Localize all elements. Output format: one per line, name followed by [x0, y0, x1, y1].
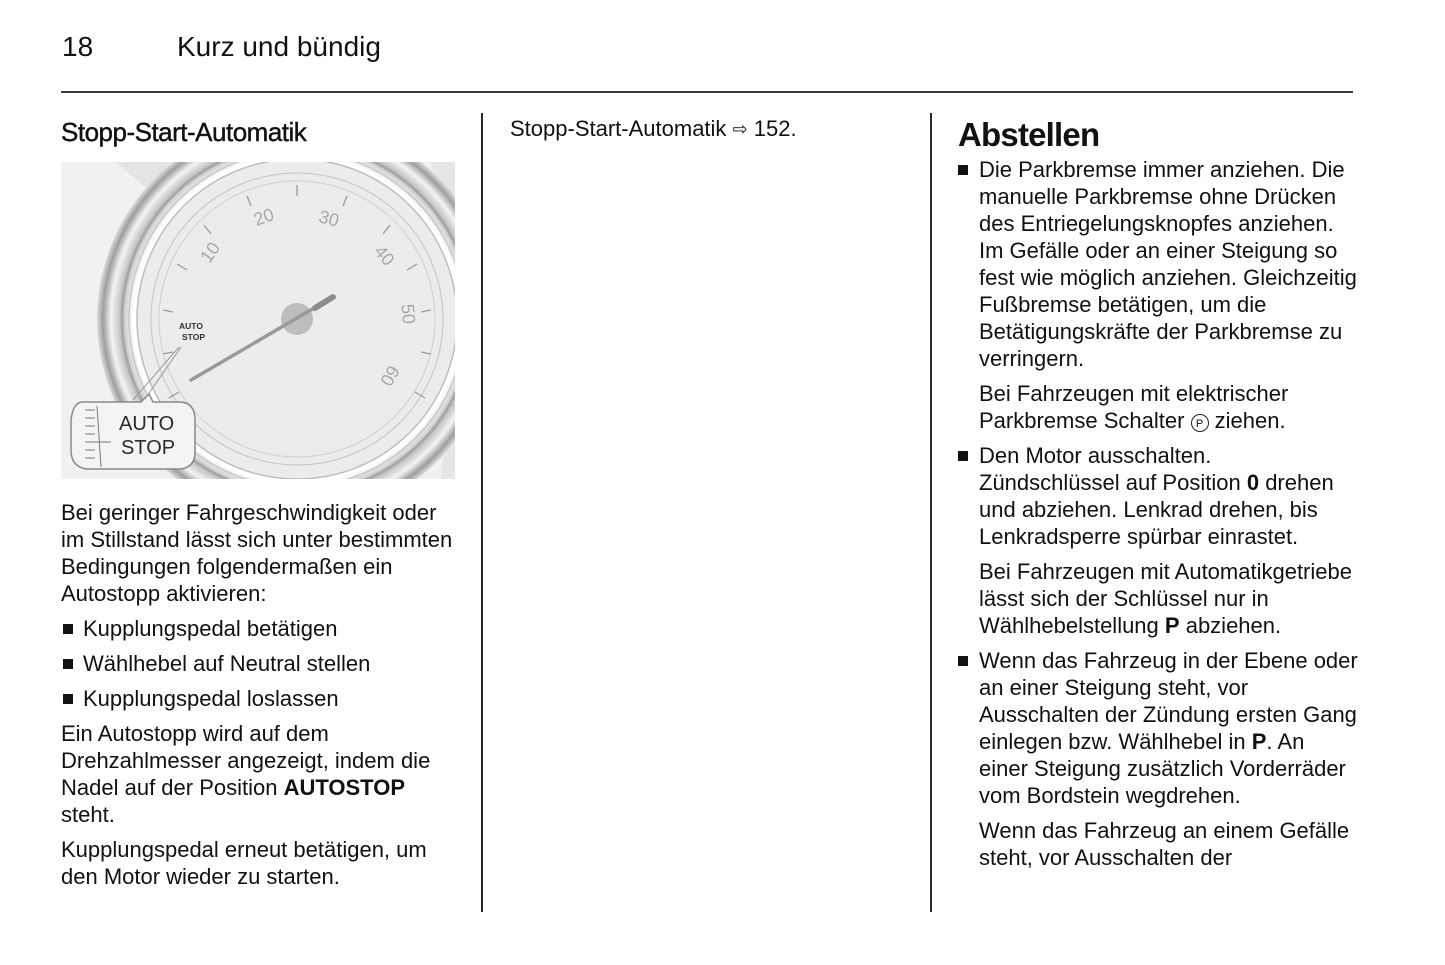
callout-line1: AUTO — [119, 413, 175, 435]
header-rule — [61, 91, 1353, 93]
column-stopp-start — [61, 112, 461, 898]
gauge-label-20: 20 — [251, 204, 277, 230]
list-item: Wenn das Fahrzeug in der Ebene oder an einer Steigung steht, vor Ausschalten der Zündung ersten Gang einlegen bzw. Wählhebel in P. An einer Steigung zusätzlich Vorderräder vom Bordstein wegdrehen. Wenn das Fahrzeug an einem Gefälle steht, vor Ausschalten der — [956, 647, 1358, 871]
gauge-label-60: 60 — [376, 362, 404, 390]
parking-brake-switch-icon: P — [1191, 414, 1209, 432]
section-title-stopp-start: Stopp-Start-Automatik — [61, 117, 307, 147]
cross-reference: Stopp-Start-Automatik ⇨ 152. — [510, 116, 797, 141]
autostop-small-line2: STOP — [182, 332, 205, 342]
gauge-label-30: 30 — [316, 206, 342, 231]
list-item: Kupplungspedal loslassen — [61, 685, 461, 712]
page-number: 18 — [62, 31, 94, 62]
list-item: Den Motor ausschalten. Zündschlüssel auf Position 0 drehen und abziehen. Lenkrad drehen, bis Lenkradsperre spürbar einrastet. Bei Fahrzeugen mit Automatikgetriebe lässt sich der Schlüssel nur in Wählhebelstellung P abziehen. — [956, 442, 1358, 639]
section-title-abstellen: Abstellen — [958, 116, 1100, 153]
column-abstellen — [958, 112, 1358, 879]
gauge-label-40: 40 — [370, 241, 399, 270]
autostop-position-label: AUTOSTOP — [283, 775, 406, 800]
list-item: Wählhebel auf Neutral stellen — [61, 650, 461, 677]
downhill-note: Wenn das Fahrzeug an einem Gefälle steht, vor Ausschalten der — [979, 818, 1350, 870]
chapter-title: Kurz und bündig — [177, 31, 381, 62]
restart-paragraph: Kupplungspedal erneut betätigen, um den Motor wieder zu starten. — [61, 837, 427, 889]
gauge-label-50: 50 — [397, 303, 420, 325]
tachometer-illustration — [61, 162, 455, 479]
page-reference-arrow-icon: ⇨ — [732, 119, 748, 139]
autostop-steps-list — [61, 615, 461, 712]
tachometer-figure — [61, 162, 455, 479]
column-divider-2 — [930, 113, 932, 912]
gauge-label-10: 10 — [196, 238, 225, 267]
column-divider-1 — [481, 113, 483, 912]
callout-line2: STOP — [121, 437, 176, 459]
list-item: Kupplungspedal betätigen — [61, 615, 461, 642]
automatic-transmission-note: Bei Fahrzeugen mit Automatikgetriebe lässt sich der Schlüssel nur in Wählhebelstellung P abziehen. — [979, 559, 1352, 638]
column-reference — [510, 112, 910, 151]
abstellen-list — [956, 156, 1358, 871]
autostop-small-line1: AUTO — [179, 321, 203, 331]
electric-parking-brake-note: Bei Fahrzeugen mit elektrischer Parkbremse Schalter P ziehen. — [979, 381, 1289, 433]
intro-paragraph: Bei geringer Fahrgeschwindigkeit oder im Stillstand lässt sich unter bestimmten Bedingungen folgendermaßen ein Autostopp aktivieren: — [61, 500, 453, 606]
list-item: Die Parkbremse immer anziehen. Die manuelle Parkbremse ohne Drücken des Entriegelungsknopfes anziehen. Im Gefälle oder an einer Steigung so fest wie möglich anziehen. Gleichzeitig Fußbremse betätigen, um die Betätigungskräfte der Parkbremse zu verringern. Bei Fahrzeugen mit elektrischer Parkbremse Schalter P ziehen. — [956, 156, 1358, 434]
page-reference-link[interactable]: 152. — [753, 116, 797, 141]
autostop-indicator-paragraph: Ein Autostopp wird auf dem Drehzahlmesser angezeigt, indem die Nadel auf der Position AUTOSTOP steht. — [61, 721, 431, 827]
